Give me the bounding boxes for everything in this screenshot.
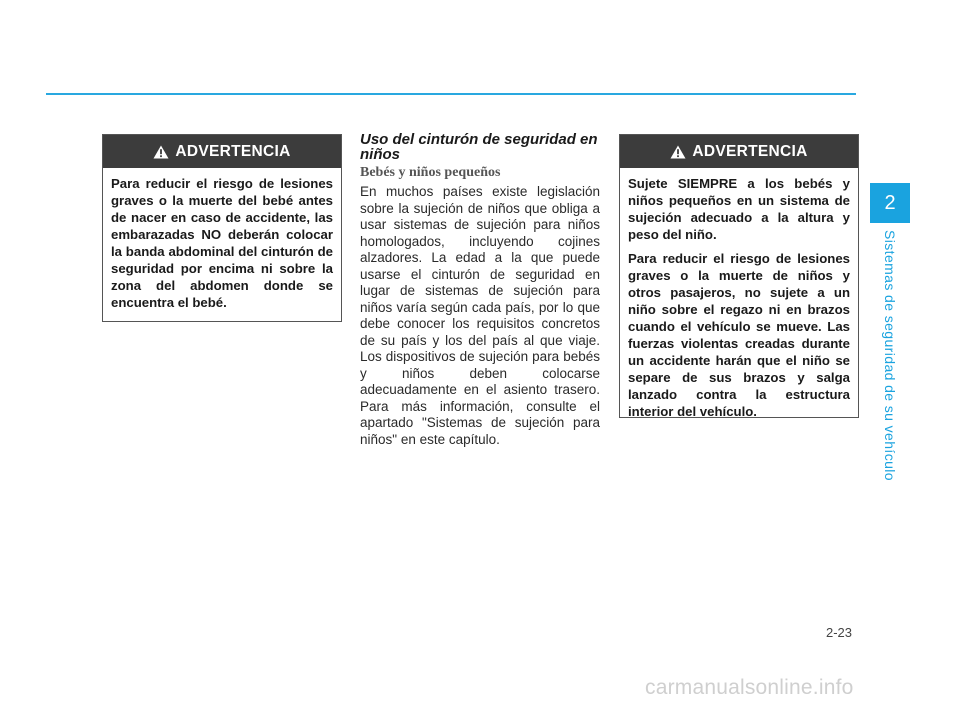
warning-body (620, 168, 858, 420)
warning-body (103, 168, 341, 311)
header-rule (46, 93, 856, 95)
section-text: En muchos países existe legislación sobre la sujeción de niños que obliga a usar sistemas de sujeción para niños homologados, incluyendo cojines alzadores. La edad a la que puede usarse el cinturón de seguridad en lugar de sistemas de sujeción para niños varía según cada país, por lo que debe conocer los requisitos concretos de su país y los del país al que viaje. Los dispositivos de sujeción para bebés y niños deben colocarse adecuadamente en el asiento trasero. Para más información, consulte el apartado "Sistemas de sujeción para niños" en este capítulo. (360, 184, 600, 447)
warning-triangle-icon (670, 145, 686, 159)
warning-paragraph: Sujete SIEMPRE a los bebés y niños pequeños en un sistema de sujeción adecuado a la altura y peso del niño. (628, 176, 850, 242)
section-subtitle: Bebés y niños pequeños (360, 165, 501, 180)
chapter-side-title: Sistemas de seguridad de su vehículo (882, 230, 898, 481)
warning-box-right (619, 134, 859, 418)
page-number: 2-23 (826, 625, 853, 640)
warning-header (103, 135, 341, 168)
chapter-tab: 2 (870, 183, 910, 223)
section-column (360, 132, 600, 448)
warning-heading: ADVERTENCIA (175, 142, 291, 160)
warning-triangle-icon (153, 145, 169, 159)
watermark: carmanualsonline.info (645, 676, 854, 699)
warning-header (620, 135, 858, 168)
warning-paragraph: Para reducir el riesgo de lesiones graves o la muerte de niños y otros pasajeros, no sujete a un niño sobre el regazo ni en brazos cuando el vehículo se mueve. Las fuerzas violentas creadas durante un accidente harán que el niño se separe de sus brazos y salga lanzado contra la estructura interior del vehículo. (628, 251, 850, 419)
warning-paragraph: Para reducir el riesgo de lesiones graves o la muerte del bebé antes de nacer en caso de accidente, las embarazadas NO deberán colocar la banda abdominal del cinturón de seguridad por encima ni sobre la zona del abdomen donde se encuentra el bebé. (111, 176, 333, 310)
section-title: Uso del cinturón de seguridad en niños (360, 131, 598, 163)
warning-heading: ADVERTENCIA (692, 142, 808, 160)
warning-box-left (102, 134, 342, 322)
